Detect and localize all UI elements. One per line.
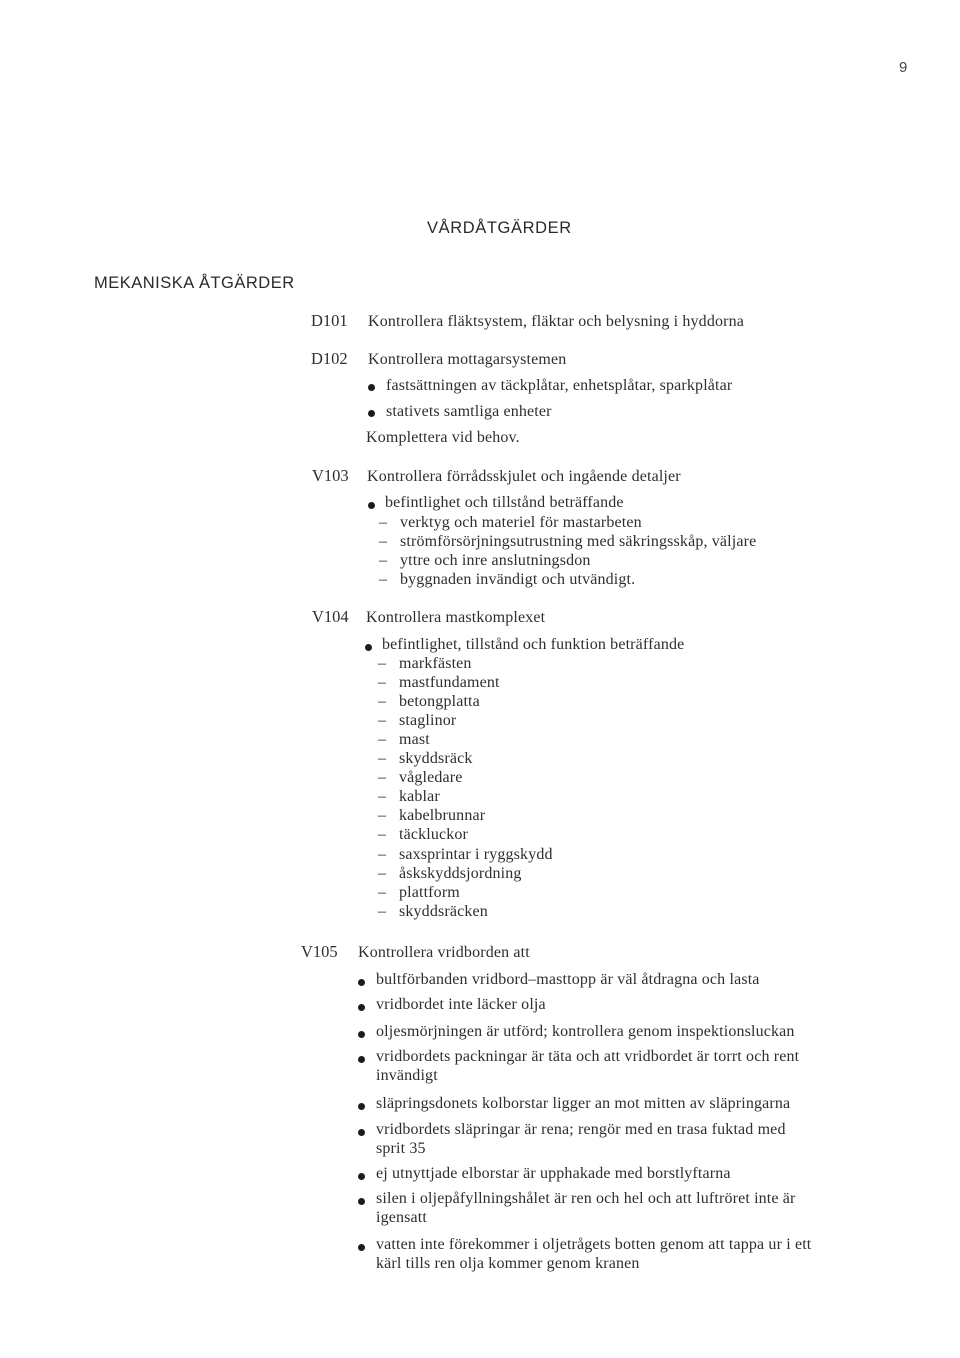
bullet-text: vridbordets släpringar är rena; rengör med en trasa fuktad med (376, 1121, 786, 1138)
bullet-text: vridbordet inte läcker olja (376, 996, 546, 1013)
bullet-icon (368, 410, 375, 417)
item-heading: Kontrollera förrådsskjulet och ingående detaljer (367, 468, 681, 485)
bullet-icon (358, 1129, 365, 1136)
bullet-text: silen i oljepåfyllningshålet är ren och hel och att luftröret inte är (376, 1190, 796, 1207)
bullet-icon (358, 1004, 365, 1011)
sub-item: – staglinor (399, 712, 456, 730)
item-code: D102 (311, 349, 348, 368)
bullet-text: stativets samtliga enheter (386, 403, 552, 420)
bullet-text-continued: sprit 35 (376, 1140, 426, 1157)
sub-item: – markfästen (399, 655, 472, 673)
sub-item: – byggnaden invändigt och utvändigt. (400, 571, 635, 589)
bullet-icon (358, 1031, 365, 1038)
sub-item: – åskskyddsjordning (399, 865, 522, 883)
bullet-icon (368, 384, 375, 391)
item-code: V104 (312, 607, 349, 626)
bullet-icon (358, 1103, 365, 1110)
section-title: MEKANISKA ÅTGÄRDER (94, 274, 295, 292)
bullet-text: ej utnyttjade elborstar är upphakade med borstlyftarna (376, 1165, 731, 1182)
bullet-text: bultförbanden vridbord–masttopp är väl åtdragna och lasta (376, 971, 760, 988)
sub-item: – skyddsräcken (399, 903, 488, 921)
sub-item: – strömförsörjningsutrustning med säkringsskåp, väljare (400, 533, 756, 551)
sub-item: – kabelbrunnar (399, 807, 485, 825)
sub-item: – yttre och inre anslutningsdon (400, 552, 591, 570)
sub-item: – plattform (399, 884, 460, 902)
item-code: D101 (311, 311, 348, 330)
bullet-text: fastsättningen av täckplåtar, enhetsplåtar, sparkplåtar (386, 377, 733, 394)
item-heading: Kontrollera fläktsystem, fläktar och belysning i hyddorna (368, 313, 745, 330)
sub-item: – täckluckor (399, 826, 468, 844)
sub-item: – skyddsräck (399, 750, 472, 768)
bullet-icon (358, 1244, 365, 1251)
bullet-text: oljesmörjningen är utförd; kontrollera genom inspektionsluckan (376, 1023, 795, 1040)
bullet-icon (358, 1056, 365, 1063)
sub-item: – saxsprintar i ryggskydd (399, 846, 553, 864)
sub-item: – verktyg och materiel för mastarbeten (400, 514, 642, 532)
bullet-text: befintlighet och tillstånd beträffande (385, 494, 624, 511)
sub-item: – vågledare (399, 769, 463, 787)
bullet-text: befintlighet, tillstånd och funktion beträffande (382, 636, 685, 653)
page-number: 9 (899, 59, 908, 76)
bullet-icon (358, 979, 365, 986)
item-heading: Kontrollera mottagarsystemen (368, 351, 567, 368)
page-title: VÅRDÅTGÄRDER (427, 219, 572, 237)
item-heading: Kontrollera mastkomplexet (366, 609, 546, 626)
bullet-text: vatten inte förekommer i oljetrågets botten genom att tappa ur i ett (376, 1236, 812, 1253)
bullet-icon (365, 644, 372, 651)
item-heading: Kontrollera vridborden att (358, 944, 530, 961)
bullet-text-continued: kärl tills ren olja kommer genom kranen (376, 1255, 640, 1272)
bullet-icon (358, 1173, 365, 1180)
bullet-text: vridbordets packningar är täta och att vridbordet är torrt och rent (376, 1048, 800, 1065)
bullet-text: släpringsdonets kolborstar ligger an mot mitten av släpringarna (376, 1095, 791, 1112)
item-note: Komplettera vid behov. (366, 429, 520, 446)
bullet-text-continued: igensatt (376, 1209, 427, 1226)
bullet-text-continued: invändigt (376, 1067, 438, 1084)
bullet-icon (368, 502, 375, 509)
item-code: V105 (301, 942, 338, 961)
bullet-icon (358, 1198, 365, 1205)
sub-item: – mastfundament (399, 674, 500, 692)
sub-item: – betongplatta (399, 693, 480, 711)
item-code: V103 (312, 466, 349, 485)
sub-item: – kablar (399, 788, 440, 806)
sub-item: – mast (399, 731, 430, 749)
